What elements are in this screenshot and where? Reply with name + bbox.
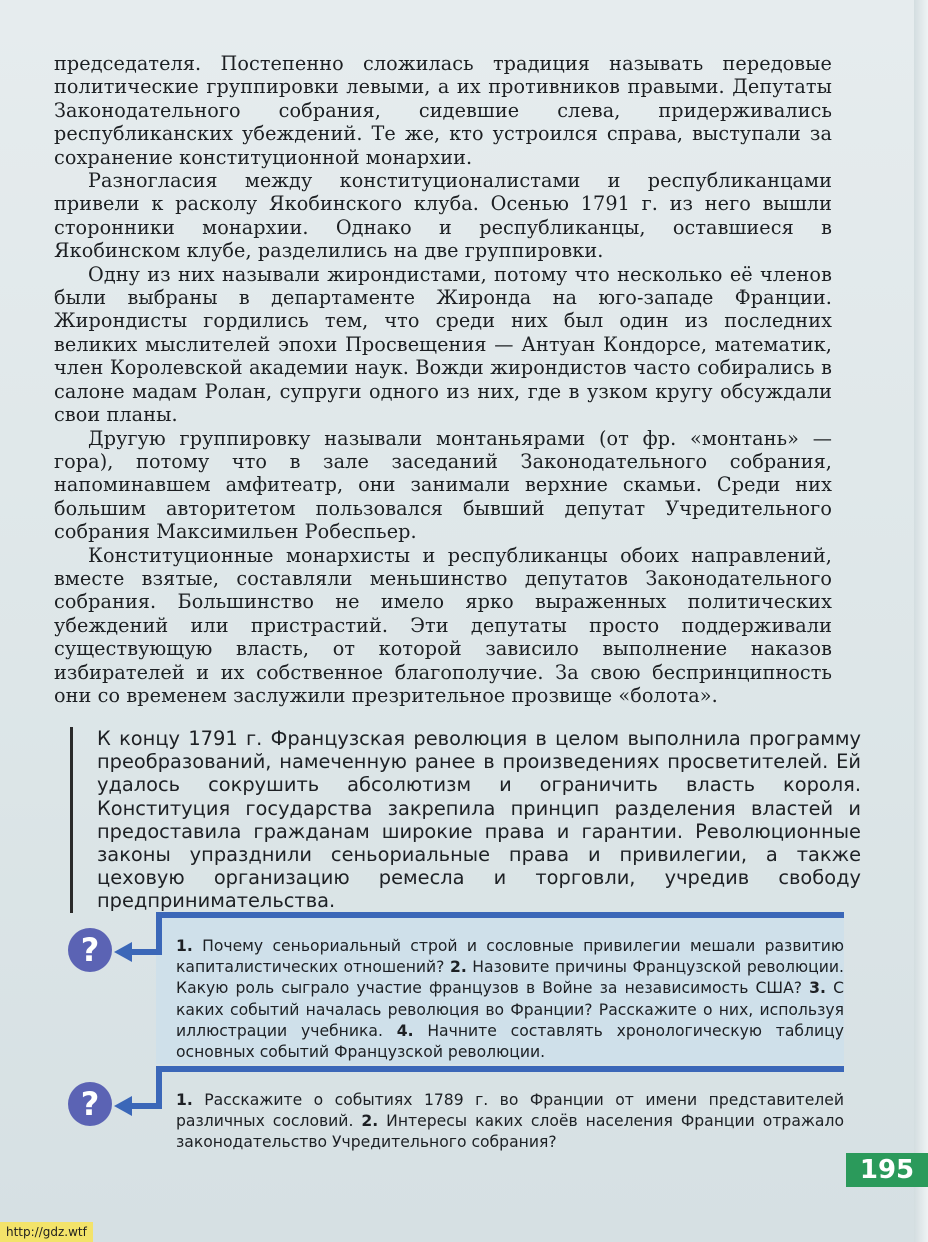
- page-edge: [914, 0, 928, 1242]
- paragraph-4: Другую группировку называли монтаньярами (от фр. «монтань» — гора), потому что в зале заседаний Законодательного собрания, напоминавшем амфитеатр, они занимали верхние скамьи. Среди них большим авторитетом пользовался бывший депутат Учредительного собрания Максимильен Робеспьер.: [54, 426, 832, 544]
- question-list: [106, 1090, 844, 1154]
- summary-block: К концу 1791 г. Французская революция в целом выполнила программу преобразований, намеченную ранее в произведениях просветителей. Ей удалось сокрушить абсолютизм и ограничить власть короля. Конституция государства закрепила принцип разделения властей и предоставила гражданам широкие права и гарантии. Революционные законы упразднили сеньориальные права и привилегии, а также цеховую организацию ремесла и торговли, учредив свободу предпринимательства.: [70, 727, 861, 913]
- question-text: Интересы каких слоёв населения Франции отражало законодательство Учредительного собрания?: [176, 1112, 844, 1152]
- paragraph-1: председателя. Постепенно сложилась традиция называть передовые политические группировки левыми, а их противников правыми. Депутаты Законодательного собрания, сидевшие слева, придерживались республиканских убеждений. Те же, кто устроился справа, выступали за сохранение конституционной монархии.: [54, 52, 832, 169]
- question-text: Начните составлять хронологическую таблицу основных событий Французской революции.: [176, 1021, 844, 1062]
- main-text: [54, 52, 832, 707]
- paragraph-3: Одну из них называли жирондистами, потому что несколько её членов были выбраны в департаменте Жиронда на юго-западе Франции. Жирондисты гордились тем, что среди них был один из последних великих мыслителей эпохи Просвещения — Антуан Кондорсе, математик, член Королевской академии наук. Вожди жирондистов часто собирались в салоне мадам Ролан, супруги одного из них, где в узком кругу обсуждали свои планы.: [54, 262, 832, 427]
- paragraph-2: Разногласия между конституционалистами и республиканцами привели к расколу Якобинского клуба. Осенью 1791 г. из него вышли сторонники монархии. Однако и республиканцы, оставшиеся в Якобинском клубе, разделились на две группировки.: [54, 169, 832, 263]
- question-text: Расскажите о событиях 1789 г. во Франции от имени представителей различных сословий.: [176, 1091, 844, 1131]
- watermark-link[interactable]: http://gdz.wtf: [0, 1222, 93, 1242]
- question-mark-icon: ?: [68, 928, 112, 972]
- questions-top-bar: [156, 912, 844, 918]
- question-number: 2.: [449, 958, 467, 977]
- question-number: 4.: [396, 1021, 414, 1040]
- questions-text-1: [106, 936, 844, 1063]
- questions-block-1: [60, 912, 844, 1064]
- questions-top-bar: [156, 1066, 844, 1072]
- question-list: [106, 936, 844, 1063]
- page-number-badge: 195: [846, 1153, 928, 1187]
- question-text: Почему сеньориальный строй и сословные привилегии мешали развитию капиталистических отношений?: [176, 937, 844, 977]
- paragraph-5: Конституционные монархисты и республиканцы обоих направлений, вместе взятые, составляли меньшинство депутатов Законодательного собрания. Большинство не имело ярко выраженных политических убеждений или пристрастий. Эти депутаты просто поддерживали существующую власть, от которой зависило выполнение наказов избирателей и их собственное благополучие. За свою беспринципность они со временем заслужили презрительное прозвище «болота».: [54, 543, 832, 707]
- questions-text-2: [106, 1090, 844, 1154]
- question-number: 2.: [361, 1112, 379, 1131]
- question-mark-icon: ?: [68, 1082, 112, 1126]
- question-number: 3.: [809, 979, 826, 998]
- questions-block-2: [60, 1066, 844, 1166]
- question-number: 1.: [176, 1091, 193, 1109]
- question-text: Назовите причины Французской революции. Какую роль сыграло участие французов в Войне за независимость США?: [176, 958, 844, 998]
- question-text: С каких событий началась революция во Франции? Расскажите о них, используя иллюстрации учебника.: [176, 979, 844, 1040]
- question-number: 1.: [176, 937, 193, 955]
